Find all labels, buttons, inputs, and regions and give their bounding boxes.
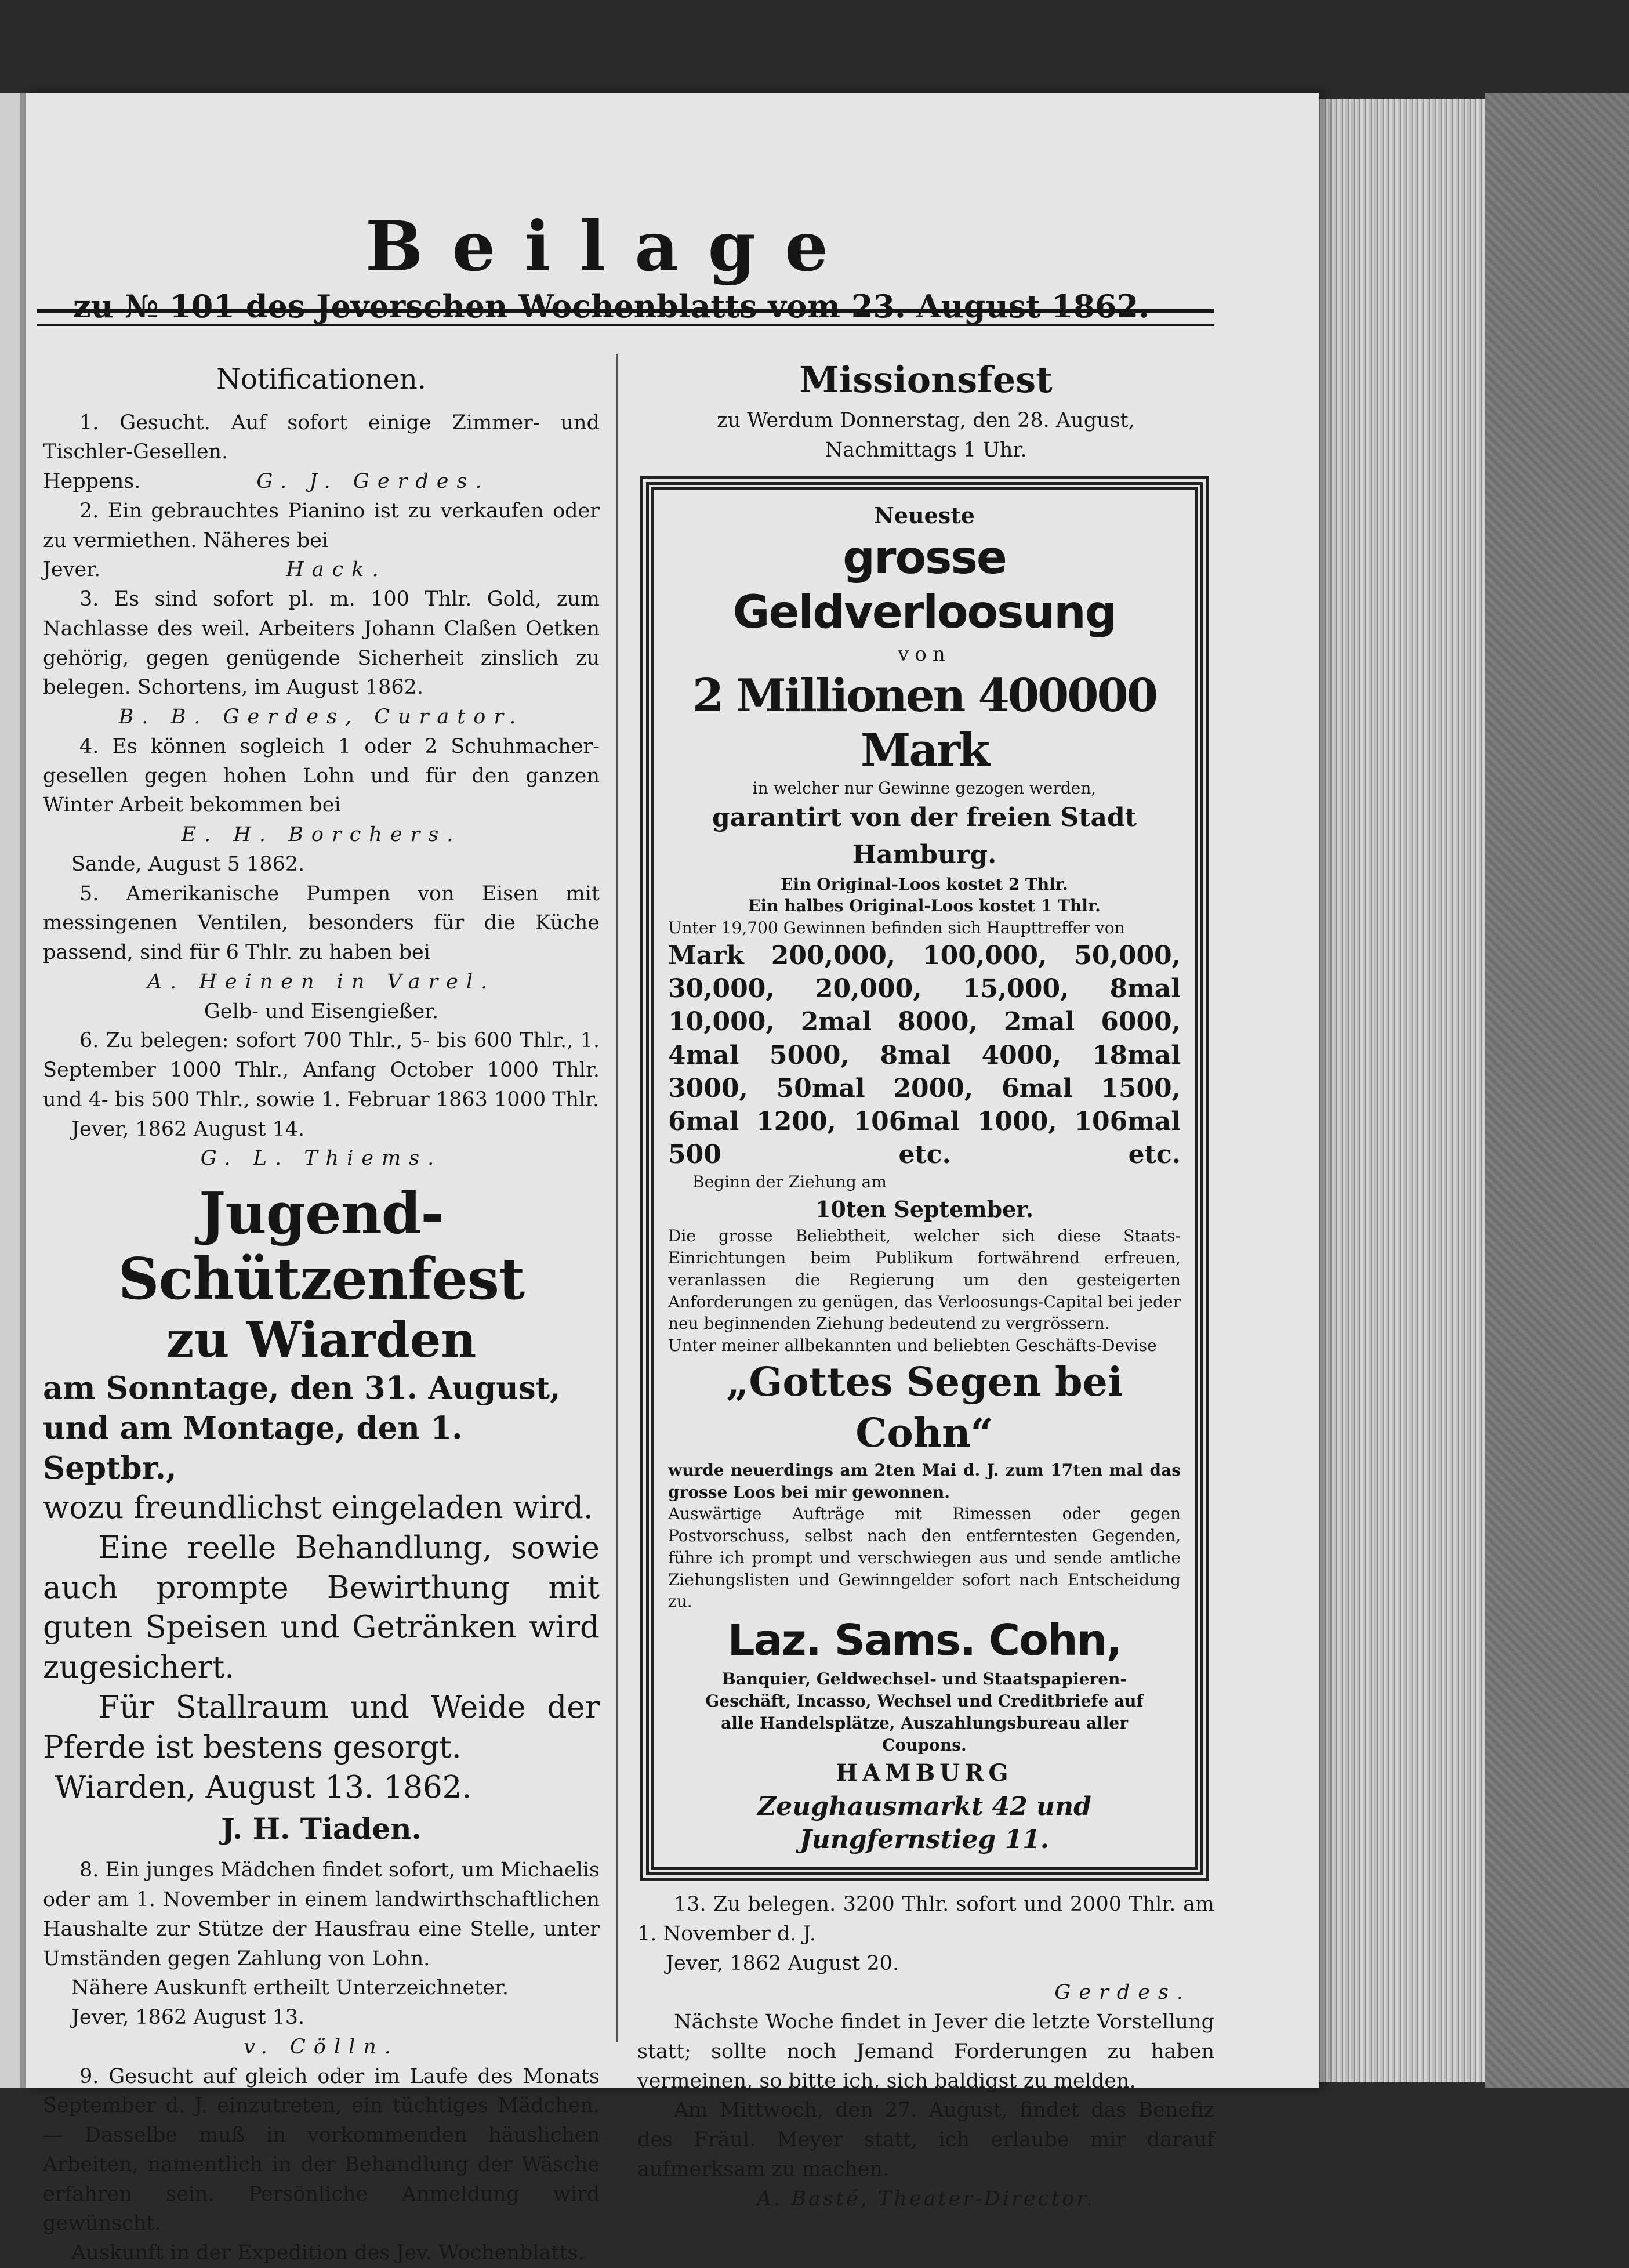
ad-amount: 2 Millionen 400000 Mark [692,669,1157,777]
notice-4: 4. Es können sogleich 1 oder 2 Schuhmacher-gesellen gegen hohen Lohn und für den ganzen Winter Arbeit bekommen bei [43,734,600,817]
notice-4-signature: E. H. Borchers. [181,823,462,847]
previous-page-edge [0,93,26,2088]
notice-13-signature: Gerdes. [1054,1981,1191,2005]
notice-2-signature: Jever. Hack. [43,558,387,582]
section-title: Notificationen. [216,363,427,396]
notice-14-signature: A. Basté, Theater-Director. [756,2187,1095,2211]
gutter-shadow [20,93,26,2088]
left-column [43,348,600,2268]
ad-price-full: Ein Original-Loos kostet 2 Thlr. [781,874,1068,894]
ad-headline: grosse Geldverloosung [732,532,1116,639]
page-subtitle: zu № 101 des Jeverschen Wochenblatts vom 23. August 1862. [73,287,1149,325]
fest-line-1: am Sonntage, den 31. August, [43,1370,561,1407]
ad-line-16: Banquier, Geldwechsel- und Staatspapieren-Geschäft, Incasso, Wechsel und Creditbriefe auf alle Handelsplätze, Auszahlungsbureau aller Coupons. [705,1669,1144,1755]
notice-9: 9. Gesucht auf gleich oder im Laufe des Monats September d. J. einzutreten, ein tüchtiges Mädchen. — Dasselbe muß in vorkommenden häuslichen Arbeiten, namentlich in der Behandlung der Wäsche erfahren sein. Persönliche Anmeldung wird gewünscht. [43,2064,600,2236]
ad-prize-list: Mark 200,000, 100,000, 50,000, 30,000, 20,000, 15,000, 8mal 10,000, 2mal 8000, 2mal 6000, 4mal 5000, 8mal 4000, 18mal 3000, 50mal 2000, 6mal 1500, 6mal 1200, 106mal 1000, 106mal 500 etc. etc. [668,940,1181,1170]
ad-line-5: in welcher nur Gewinne gezogen werden, [752,778,1097,798]
newspaper-page [26,93,1319,2265]
ad-banker-name: Laz. Sams. Cohn, [727,1615,1122,1666]
book-cover [1485,93,1629,2088]
notice-6-date: Jever, 1862 August 14. [71,1117,305,1141]
notice-8-signature: v. Cölln. [244,2035,399,2059]
notice-5: 5. Amerikanische Pumpen von Eisen mit messingenen Ventilen, besonders für die Küche passend, sind für 6 Thlr. zu haben bei [43,882,600,965]
mission-title: Missionsfest [799,358,1053,401]
fest-title: Jugend-Schützenfest [118,1180,525,1313]
notice-6-signature: G. L. Thiems. [200,1147,442,1171]
ad-address-1: Zeughausmarkt 42 und [757,1791,1091,1821]
ad-line-12: Die grosse Beliebtheit, welcher sich diese Staats-Einrichtungen beim Publikum fortwährend erfreuen, veranlassen die Regierung um den gesteigerten Anforderungen zu genügen, das Verloosungs-Capital bei jeder neu beginnenden Ziehung bedeutend zu vergrössern. [668,1226,1181,1334]
notice-1-signature: Heppens. G. J. Gerdes. [43,470,490,494]
mission-subtitle-1: zu Werdum Donnerstag, den 28. August, [717,408,1135,432]
column-divider [616,354,618,2042]
header-rule [37,309,1214,326]
ad-line-14: wurde neuerdings am 2ten Mai d. J. zum 17ten mal das grosse Loos bei mir gewonnen. [668,1460,1181,1502]
notice-5-signature: A. Heinen in Varel. [147,970,496,994]
fest-line-2: und am Montage, den 1. Septbr., [43,1410,463,1486]
notice-3: 3. Es sind sofort pl. m. 100 Thlr. Gold, zum Nachlasse des weil. Arbeiters Johann Claßen Oetken gehörig, gegen genügende Sicherheit zinslich zu belegen. Schortens, im August 1862. [43,588,600,700]
ad-line-von: von [898,642,951,666]
ad-line-neueste: Neueste [874,502,975,529]
notice-5-signature-trade: Gelb- und Eisengießer. [204,999,439,1023]
ad-motto: „Gottes Segen bei Cohn“ [726,1358,1123,1457]
fest-body: Eine reelle Behandlung, sowie auch prompte Bewirthung mit guten Speisen und Getränken wird zugesichert. [43,1530,600,1686]
ad-guarantee: garantirt von der freien Stadt Hamburg. [712,802,1137,869]
ad-price-half: Ein halbes Original-Loos kostet 1 Thlr. [748,896,1101,916]
page-title: Beilage [365,206,858,287]
notice-3-signature: B. B. Gerdes, Curator. [118,705,524,729]
notice-13-date: Jever, 1862 August 20. [666,1951,899,1975]
ad-line-15: Auswärtige Aufträge mit Rimessen oder gegen Postvorschuss, selbst nach den entferntesten Gegenden, führe ich prompt und verschwiegen aus und sende amtliche Ziehungslisten und Gewinngelder sofort nach Entscheidung zu. [668,1504,1181,1611]
ad-line-10: Beginn der Ziehung am [692,1172,887,1192]
notice-1: 1. Gesucht. Auf sofort einige Zimmer- und Tischler-Gesellen. [43,411,600,464]
ad-line-9: Unter 19,700 Gewinnen befinden sich Haupttreffer von [668,918,1125,938]
notice-4-date: Sande, August 5 1862. [71,852,305,876]
notice-2: 2. Ein gebrauchtes Pianino ist zu verkaufen oder zu vermiethen. Näheres bei [43,499,600,552]
ad-address-2: Jungfernstieg 11. [799,1824,1050,1854]
page-header [26,206,1197,325]
ad-city: HAMBURG [836,1759,1013,1787]
fest-body-2: Für Stallraum und Weide der Pferde ist bestens gesorgt. [43,1690,600,1766]
ad-line-13: Unter meiner allbekannten und beliebten Geschäfts-Devise [668,1336,1157,1356]
notice-14: Nächste Woche findet in Jever die letzte Vorstellung statt; sollte noch Jemand Forderungen zu haben vermeinen, so bitte ich, sich baldigst zu melden. [637,2010,1214,2093]
fest-place: zu Wiarden [166,1311,477,1369]
notice-8-date: Jever, 1862 August 13. [71,2006,305,2030]
notice-14-benefit: Am Mittwoch, den 27. August, findet das Benefiz des Fräul. Meyer statt, ich erlaube mir darauf aufmerksam zu machen. [637,2099,1214,2181]
notice-8-info: Nähere Auskunft ertheilt Unterzeichneter. [71,1976,509,2000]
notice-13: 13. Zu belegen. 3200 Thlr. sofort und 2000 Thlr. am 1. November d. J. [637,1893,1214,1945]
notice-6: 6. Zu belegen: sofort 700 Thlr., 5- bis 600 Thlr., 1. September 1000 Thlr., Anfang October 1000 Thlr. und 4- bis 500 Thlr., sowie 1. Februar 1863 1000 Thlr. [43,1029,600,1111]
fest-date: Wiarden, August 13. 1862. [55,1769,472,1805]
fest-signature: J. H. Tiaden. [221,1811,422,1846]
notice-8: 8. Ein junges Mädchen findet sofort, um Michaelis oder am 1. November in einem landwirthschaftlichen Haushalte zur Stütze der Hausfrau eine Stelle, unter Umständen gegen Zahlung von Lohn. [43,1858,600,1970]
notice-9-info: Auskunft in der Expedition des Jev. Wochenblatts. [71,2241,585,2265]
lottery-advertisement [646,482,1203,1875]
fest-line-3: wozu freundlichst eingeladen wird. [43,1490,593,1526]
ad-draw-date: 10ten September. [815,1196,1034,1223]
right-column [637,348,1214,2213]
mission-subtitle-2: Nachmittags 1 Uhr. [825,438,1027,462]
